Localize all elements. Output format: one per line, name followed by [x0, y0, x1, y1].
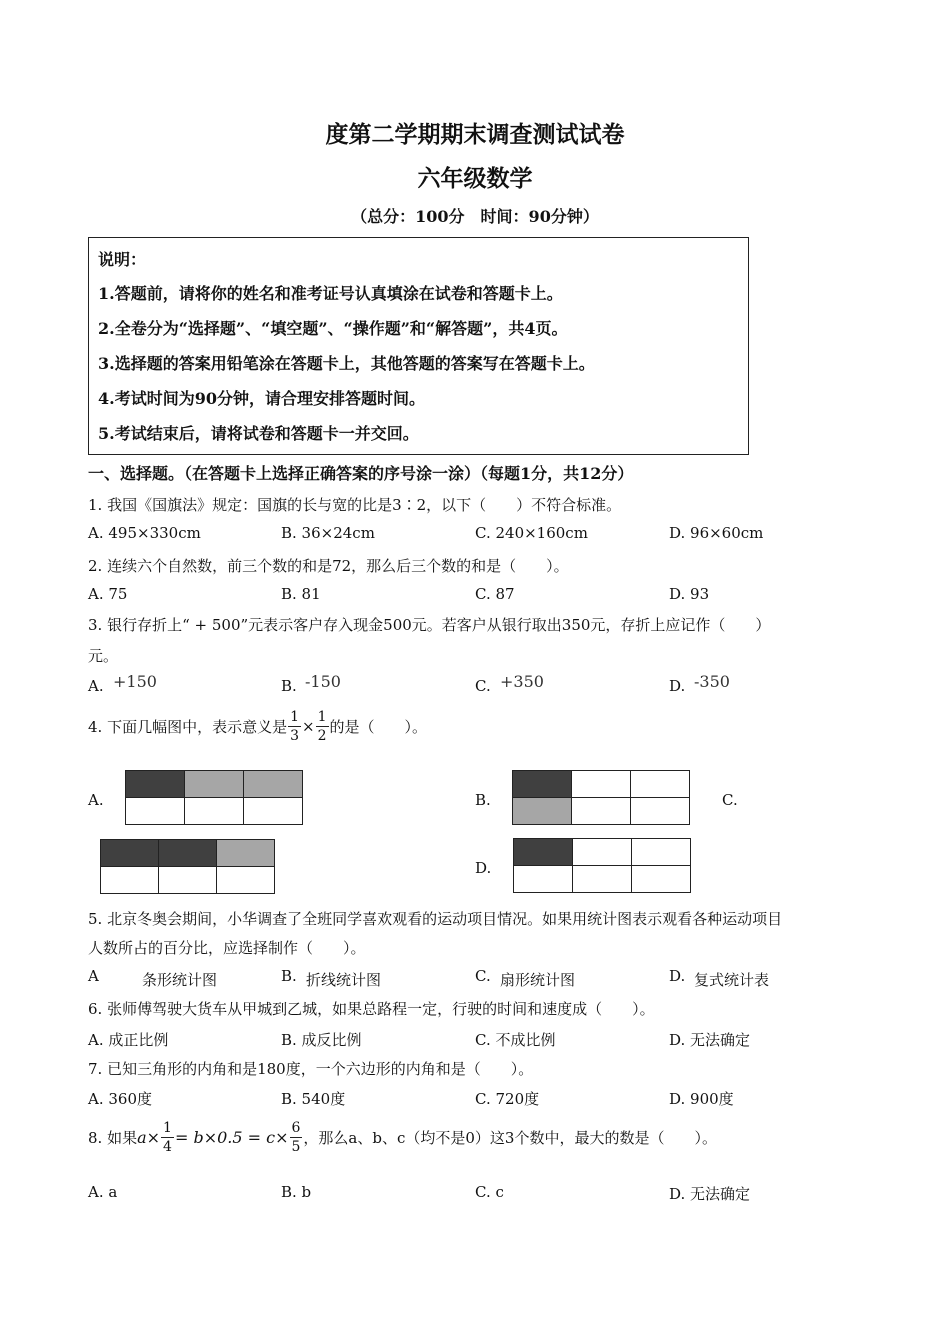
q4-label-c: C.	[722, 791, 738, 809]
q4-figure-b	[512, 770, 690, 825]
q3-option-c-value: +350	[500, 672, 544, 691]
fraction	[290, 1121, 303, 1154]
instruction-item: 2.全卷分为“选择题”、“填空题”、“操作题”和“解答题”，共4页。	[98, 319, 568, 338]
q5-option-c-letter: C.	[475, 967, 491, 985]
q4-figure-c	[100, 839, 275, 894]
q3-option-c-letter: C.	[475, 677, 491, 695]
q8-prefix: 8. 如果	[88, 1129, 138, 1147]
fraction-denominator: 5	[291, 1139, 301, 1155]
q4-label-d: D.	[475, 859, 492, 877]
q4-prefix: 4. 下面几幅图中，表示意义是	[88, 718, 288, 736]
q3-option-d-letter: D.	[669, 677, 686, 695]
instruction-item: 3.选择题的答案用铅笔涂在答题卡上，其他答题的答案写在答题卡上。	[98, 354, 595, 373]
q8-option-d: D. 无法确定	[669, 1185, 751, 1203]
q1-option-d: D. 96×60cm	[669, 524, 764, 542]
instruction-item: 1.答题前，请将你的姓名和准考证号认真填涂在试卷和答题卡上。	[98, 284, 563, 303]
q6-option-d: D. 无法确定	[669, 1031, 751, 1049]
question-5-text-cont: 人数所占的百分比，应选择制作（ ）。	[88, 939, 366, 957]
q3-option-d-value: -350	[694, 672, 730, 691]
q6-option-b: B. 成反比例	[281, 1031, 362, 1049]
question-8-text	[88, 1121, 717, 1154]
q4-label-a: A.	[88, 791, 104, 809]
question-6-text: 6. 张师傅驾驶大货车从甲城到乙城，如果总路程一定，行驶的时间和速度成（ ）。	[88, 1000, 655, 1018]
fraction-numerator: 1	[290, 709, 300, 725]
question-3-text-cont: 元。	[88, 647, 119, 665]
q8-option-c: C. c	[475, 1183, 504, 1201]
fraction-numerator: 1	[317, 709, 327, 725]
q4-figure-a	[125, 770, 303, 825]
q1-option-b: B. 36×24cm	[281, 524, 375, 542]
q4-figure-d	[513, 838, 691, 893]
q3-option-b-value: -150	[305, 672, 341, 691]
q3-option-b-letter: B.	[281, 677, 297, 695]
fraction	[316, 710, 329, 743]
q3-option-a-value: +150	[113, 672, 157, 691]
q8-expression-a: a×	[137, 1128, 161, 1147]
fraction	[161, 1121, 174, 1154]
q5-option-c-text: 扇形统计图	[500, 971, 576, 989]
q7-option-b: B. 540度	[281, 1090, 346, 1108]
exam-info: （总分：100分 时间：90分钟）	[351, 207, 599, 226]
q7-option-d: D. 900度	[669, 1090, 734, 1108]
q8-expression-mid: = b×0.5 = c×	[174, 1128, 289, 1147]
q2-option-b: B. 81	[281, 585, 321, 603]
q2-option-d: D. 93	[669, 585, 710, 603]
q5-option-d-text: 复式统计表	[694, 971, 770, 989]
fraction-denominator: 2	[317, 728, 327, 744]
fraction-numerator: 6	[291, 1120, 301, 1136]
instruction-item: 5.考试结束后，请将试卷和答题卡一并交回。	[98, 424, 419, 443]
instruction-item: 4.考试时间为90分钟，请合理安排答题时间。	[98, 389, 425, 408]
q1-option-a: A. 495×330cm	[88, 524, 201, 542]
question-2-text: 2. 连续六个自然数，前三个数的和是72，那么后三个数的和是（ ）。	[88, 557, 569, 575]
question-3-text: 3. 银行存折上“ + 500”元表示客户存入现金500元。若客户从银行取出350元，存折上应记作（ ）	[88, 616, 771, 634]
fraction	[288, 710, 301, 743]
q4-label-b: B.	[475, 791, 491, 809]
times-sign: ×	[302, 717, 315, 736]
q5-option-b-letter: B.	[281, 967, 297, 985]
q3-option-a-letter: A.	[88, 677, 104, 695]
instructions-heading: 说明：	[98, 250, 147, 269]
q7-option-a: A. 360度	[88, 1090, 152, 1108]
exam-subject: 六年级数学	[417, 165, 533, 192]
q4-suffix: 的是（ ）。	[329, 718, 428, 736]
q5-option-d-letter: D.	[669, 967, 686, 985]
q8-suffix: ，那么a、b、c（均不是0）这3个数中，最大的数是（ ）。	[303, 1129, 717, 1147]
q8-option-b: B. b	[281, 1183, 312, 1201]
q8-option-a: A. a	[88, 1183, 118, 1201]
q6-option-c: C. 不成比例	[475, 1031, 556, 1049]
fraction-denominator: 4	[163, 1139, 172, 1155]
question-7-text: 7. 已知三角形的内角和是180度，一个六边形的内角和是（ ）。	[88, 1060, 534, 1078]
question-4-text	[88, 710, 427, 743]
q2-option-c: C. 87	[475, 585, 515, 603]
q6-option-a: A. 成正比例	[88, 1031, 169, 1049]
exam-title: 度第二学期期末调查测试试卷	[325, 121, 625, 148]
q2-option-a: A. 75	[88, 585, 128, 603]
instructions-box	[88, 237, 749, 455]
q5-option-a-text: 条形统计图	[142, 971, 218, 989]
q5-option-b-text: 折线统计图	[306, 971, 382, 989]
q1-option-c: C. 240×160cm	[475, 524, 588, 542]
q5-option-a-letter: A	[88, 967, 99, 985]
question-5-text: 5. 北京冬奥会期间，小华调查了全班同学喜欢观看的运动项目情况。如果用统计图表示观看各种运动项目	[88, 910, 783, 928]
fraction-numerator: 1	[163, 1120, 172, 1136]
question-1-text: 1. 我国《国旗法》规定：国旗的长与宽的比是3∶2，以下（ ）不符合标准。	[88, 496, 622, 514]
section-title: 一、选择题。（在答题卡上选择正确答案的序号涂一涂）（每题1分，共12分）	[88, 464, 634, 483]
fraction-denominator: 3	[290, 728, 300, 744]
q7-option-c: C. 720度	[475, 1090, 540, 1108]
